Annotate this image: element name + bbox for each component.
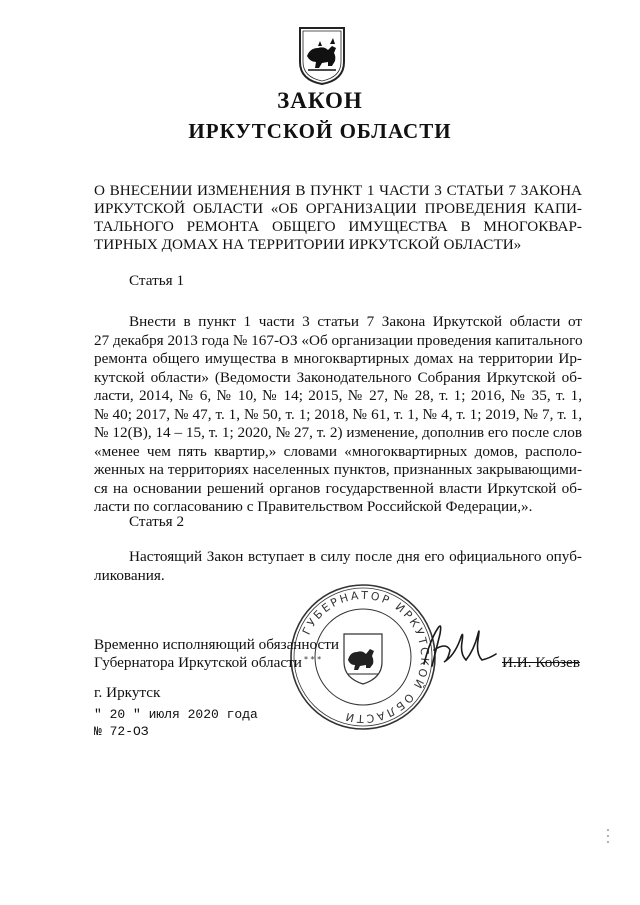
article-1-line: № 12(В), 14 – 15, т. 1; 2020, № 27, т. 2) изменение, дополнив его после слов [94,424,582,441]
article-1-line: № 40; 2017, № 47, т. 1, № 50, т. 1; 2018, № 61, т. 1, № 4, т. 1; 2019, № 7, т. 1, [94,405,582,423]
governor-seal [288,582,438,732]
law-heading [94,182,582,254]
heading-line: ТИРНЫХ ДОМАХ НА ТЕРРИТОРИИ ИРКУТСКОЙ ОБЛАСТИ» [94,236,522,253]
article-1-line: кутской области» (Ведомости Законодательного Собрания Иркутской об- [94,368,582,386]
handwritten-signature [420,620,500,672]
article-2-text [94,548,582,585]
signer-position-line1: Временно исполняющий обязанности [94,636,340,653]
article-2-line: ликования. [94,566,165,584]
place-of-signing: г. Иркутск [94,684,161,701]
article-1-line: ласти по согласованию с Правительством Российской Федерации,». [94,498,533,515]
scan-artifact [606,828,610,844]
seal-ring-text: ГУБЕРНАТОР ИРКУТСКОЙ ОБЛАСТИ [299,588,432,726]
article-1-line: ремонта общего имущества в многоквартирных домах на территории Ир- [94,350,582,367]
signing-date: " 20 " июля 2020 года [94,707,258,722]
article-1-line: ся на основании решений органов государственной власти Иркутской об- [94,479,582,497]
heading-line: О ВНЕСЕНИИ ИЗМЕНЕНИЯ В ПУНКТ 1 ЧАСТИ 3 СТАТЬИ 7 ЗАКОНА [94,182,582,199]
article-1-line: Внести в пункт 1 части 3 статьи 7 Закона Иркутской области от [129,313,582,330]
heading-line: ИРКУТСКОЙ ОБЛАСТИ «ОБ ОРГАНИЗАЦИИ ПРОВЕДЕНИЯ КАПИ- [94,200,582,217]
article-1-text [94,313,582,517]
article-1-line: 27 декабря 2013 года № 167-ОЗ «Об организации проведения капитального [94,331,583,349]
article-2-line: Настоящий Закон вступает в силу после дня его официального опуб- [129,548,582,565]
svg-text:* * *: * * * [304,655,322,664]
article-1-line: «менее чем пять квартир,» словами «многоквартирных домов, располо- [94,442,582,460]
article-1-line: ласти, 2014, № 6, № 10, № 14; 2015, № 27, № 28, т. 1; 2016, № 35, т. 1, [94,387,582,404]
irkutsk-coat-of-arms-icon [298,26,346,86]
heading-line: ТАЛЬНОГО РЕМОНТА ОБЩЕГО ИМУЩЕСТВА В МНОГОКВАР- [94,218,582,235]
document-subtitle: ИРКУТСКОЙ ОБЛАСТИ [188,119,452,143]
signer-name: И.И. Кобзев [502,654,580,671]
signer-position-line2: Губернатора Иркутской области [94,654,302,671]
article-2-label: Статья 2 [129,513,185,530]
document-title: ЗАКОН [277,88,363,113]
law-number: № 72-ОЗ [94,724,149,739]
article-1-label: Статья 1 [129,272,185,289]
article-1-line: женных на территориях населенных пунктов, признанных закрывающими- [94,461,582,478]
